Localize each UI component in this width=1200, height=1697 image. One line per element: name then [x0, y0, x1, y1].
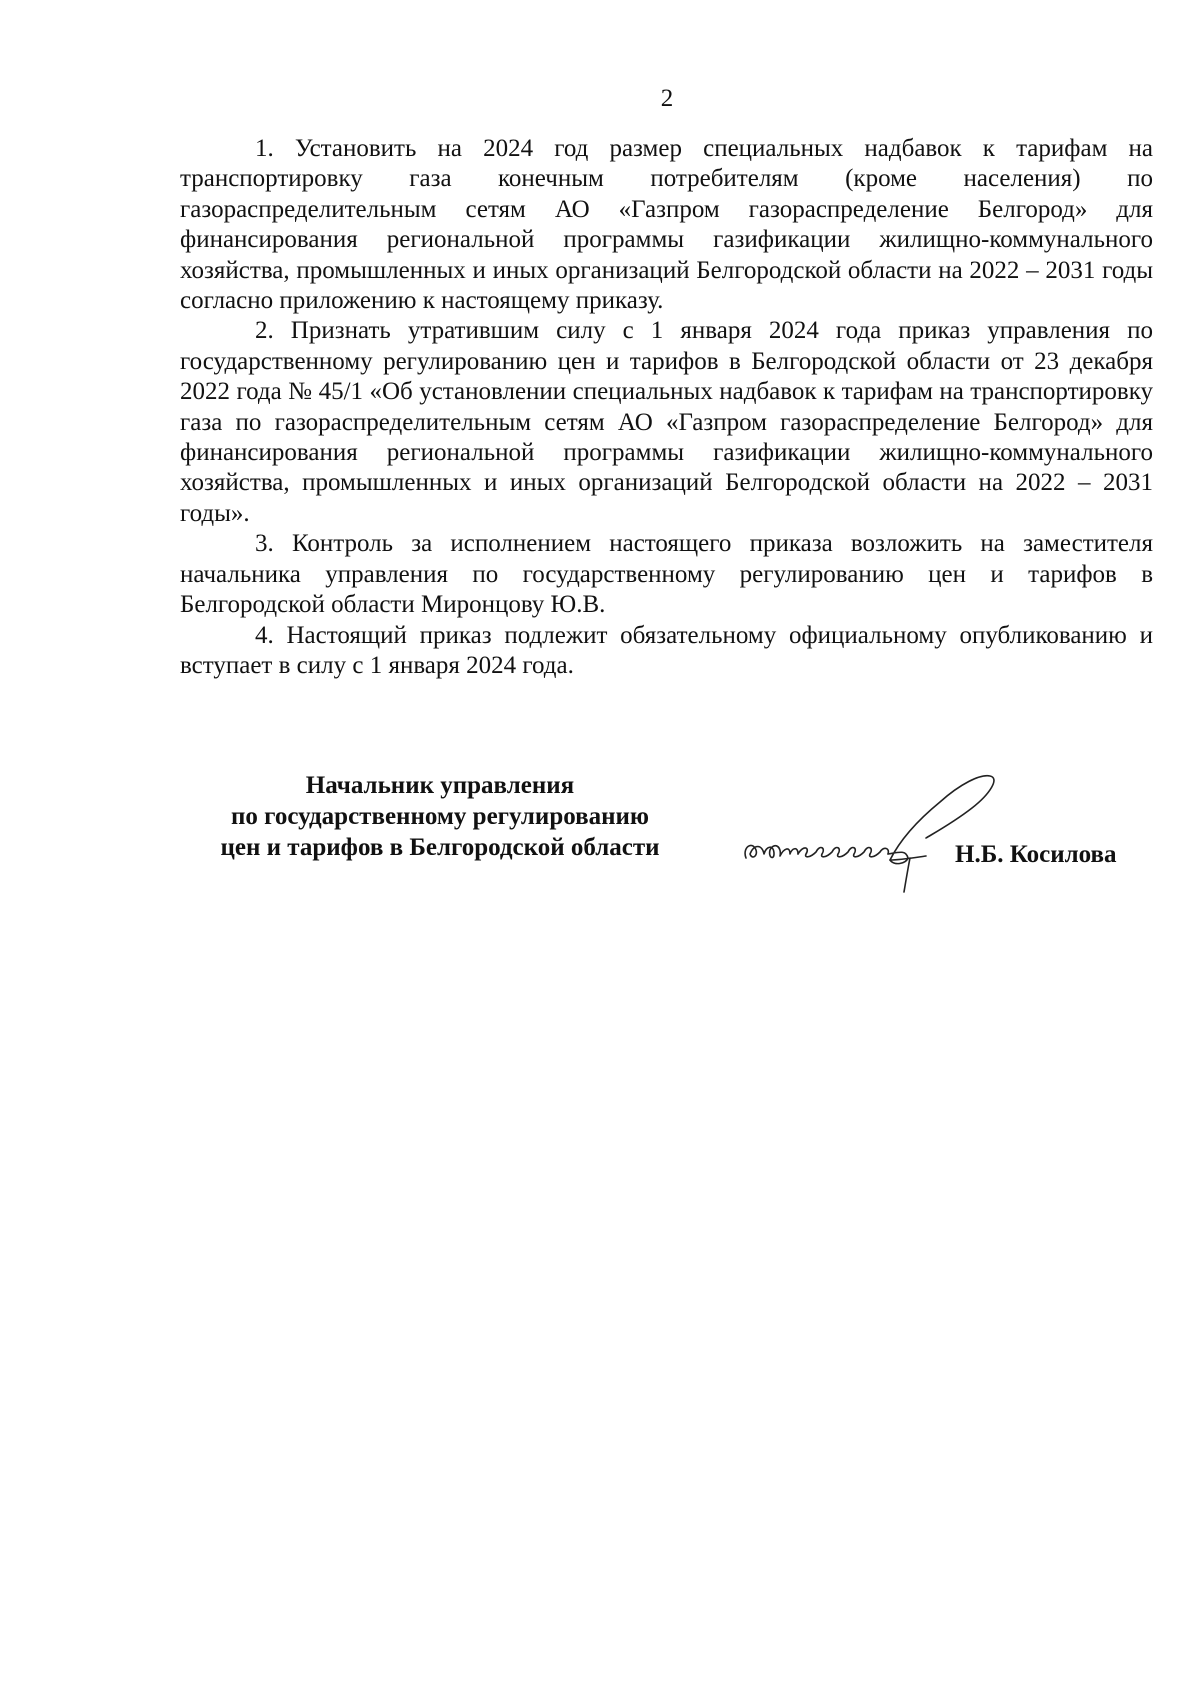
paragraph-2: 2. Признать утратившим силу с 1 января 2024 года приказ управления по государственному регулированию цен и тарифов в Белгородской области от 23 декабря 2022 года № 45/1 «Об установлении специальных надбавок к тарифам на транспортировку газа по газораспределительным сетям АО «Газпром газораспределение Белгород» для финансирования региональной программы газификации жилищно-коммунального хозяйства, промышленных и иных организаций Белгородской области на 2022 – 2031 годы». — [180, 317, 1153, 527]
paragraph-3: 3. Контроль за исполнением настоящего приказа возложить на заместителя начальника управления по государственному регулированию цен и тарифов в Белгородской области Миронцову Ю.В. — [180, 530, 1153, 619]
paragraph-4: 4. Настоящий приказ подлежит обязательному официальному опубликованию и вступает в силу с 1 января 2024 года. — [180, 621, 1153, 679]
position-line-2: по государственному регулированию — [230, 803, 650, 830]
position-line-3: цен и тарифов в Белгородской области — [220, 834, 660, 861]
document-body — [180, 134, 1153, 681]
handwritten-signature — [740, 760, 1030, 900]
paragraph-1: 1. Установить на 2024 год размер специальных надбавок к тарифам на транспортировку газа конечным потребителям (кроме населения) по газораспределительным сетям АО «Газпром газораспределение Белгород» для финансирования региональной программы газификации жилищно-коммунального хозяйства, промышленных и иных организаций Белгородской области на 2022 – 2031 годы согласно приложению к настоящему приказу. — [180, 135, 1153, 315]
page-number: 2 — [660, 85, 674, 112]
signatory-position — [200, 770, 680, 863]
position-line-1: Начальник управления — [305, 772, 575, 799]
signatory-name: Н.Б. Косилова — [955, 841, 1117, 868]
